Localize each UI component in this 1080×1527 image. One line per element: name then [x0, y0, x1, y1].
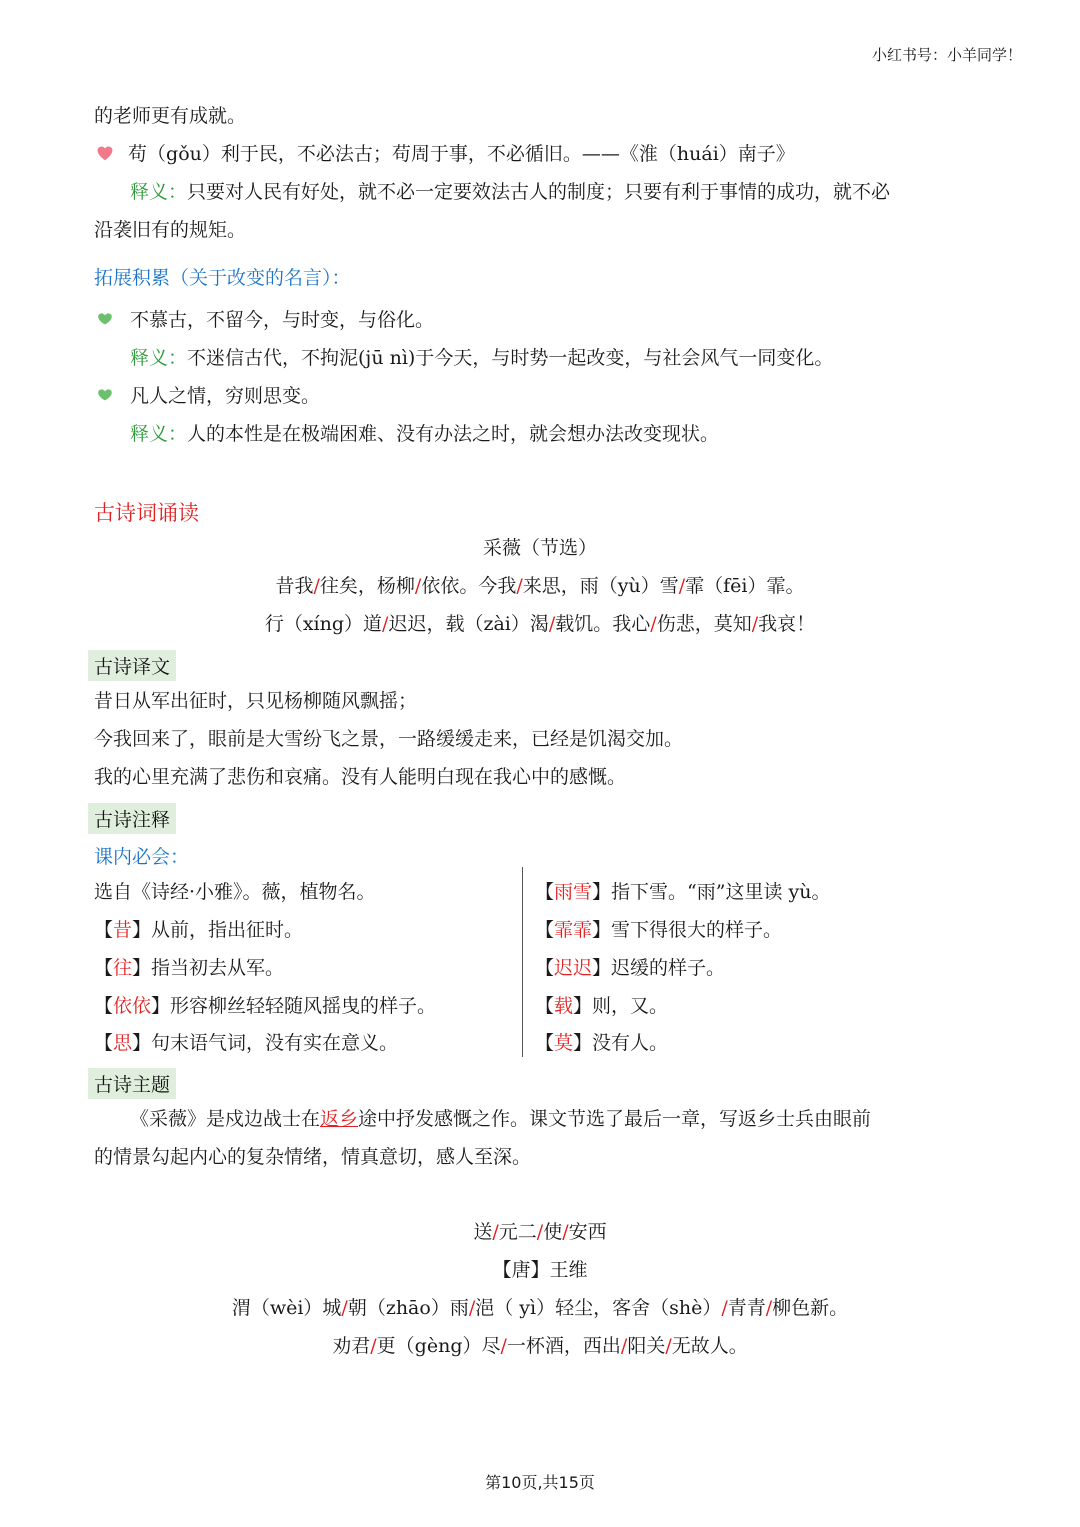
pause-mark: /: [492, 1221, 499, 1243]
poem-author: 【唐】王维: [492, 1259, 588, 1281]
poem-segment: 载饥。我心: [555, 613, 651, 635]
pause-mark: /: [468, 1297, 476, 1319]
bracket: 】: [151, 995, 171, 1017]
note-item: [535, 918, 782, 942]
note-item: [535, 880, 831, 904]
quote-text: 凡人之情，穷则思变。: [130, 385, 321, 407]
pause-mark: /: [678, 575, 686, 597]
heart-icon: [94, 144, 116, 162]
note-term: 雨雪: [554, 881, 593, 903]
poem-segment: 劝君: [332, 1335, 371, 1357]
poem-segment: 送: [473, 1221, 493, 1243]
note-term: 莫: [554, 1032, 574, 1054]
pause-mark: /: [665, 1335, 672, 1357]
bracket: 】: [592, 881, 612, 903]
bracket: 【: [535, 881, 555, 903]
translation-line: 今我回来了，眼前是大雪纷飞之景，一路缓缓走来，已经是饥渴交加。: [94, 728, 684, 750]
theme-line: 的情景勾起内心的复杂情绪，情真意切，感人至深。: [94, 1146, 532, 1168]
quote-text: 苟（gǒu）利于民，不必法古；苟周于事，不必循旧。——《淮（huái）南子》: [128, 143, 795, 165]
explanation-label: 释义：: [130, 423, 188, 445]
note-item: [94, 918, 303, 942]
translation-line: 昔日从军出征时，只见杨柳随风飘摇；: [94, 690, 418, 712]
page-number: 第10页,共15页: [485, 1473, 595, 1492]
note-def: 迟缓的样子。: [611, 957, 726, 979]
poem-line: [0, 1334, 1080, 1358]
poem-segment: 霏（fēi）霏。: [685, 575, 805, 597]
explanation-line: [130, 346, 833, 370]
note-item: [94, 994, 436, 1018]
column-divider: [522, 867, 523, 1057]
note-def: 指下雪。“雨”这里读 yù。: [611, 881, 831, 903]
theme-tag: 古诗主题: [88, 1068, 176, 1099]
pause-mark: /: [516, 575, 523, 597]
bracket: 【: [94, 957, 114, 979]
text-line: 沿袭旧有的规矩。: [94, 219, 247, 241]
bracket: 】: [132, 1032, 152, 1054]
bracket: 】: [592, 919, 612, 941]
pause-mark: /: [382, 613, 389, 635]
note-def: 句末语气词，没有实在意义。: [151, 1032, 399, 1054]
explanation-text: 人的本性是在极端困难、没有办法之时，就会想办法改变现状。: [187, 423, 720, 445]
poem-segment: 元二: [498, 1221, 537, 1243]
bracket: 【: [535, 1032, 555, 1054]
note-term: 迟迟: [554, 957, 593, 979]
heart-icon: [94, 310, 116, 328]
bracket: 【: [535, 957, 555, 979]
note-term: 依依: [113, 995, 152, 1017]
bracket: 】: [132, 919, 152, 941]
poem-segment: 无故人。: [671, 1335, 748, 1357]
translation-line: 我的心里充满了悲伤和哀痛。没有人能明白现在我心中的感慨。: [94, 766, 627, 788]
poem-segment: 浥（ yì）轻尘，客舍（shè）: [475, 1297, 722, 1319]
poem-segment: 昔我: [275, 575, 314, 597]
explanation-label: 释义：: [130, 181, 188, 203]
poem-segment: 渭（wèi）城: [231, 1297, 342, 1319]
must-know-label: 课内必会：: [94, 846, 190, 868]
poem-segment: 青青: [727, 1297, 766, 1319]
pause-mark: /: [536, 1221, 544, 1243]
note-def: 从前，指出征时。: [151, 919, 304, 941]
bracket: 【: [535, 995, 555, 1017]
poem-segment: 伤悲，莫知: [656, 613, 752, 635]
note-item: [535, 956, 725, 980]
note-item: [94, 956, 284, 980]
pause-mark: /: [548, 613, 556, 635]
pause-mark: /: [313, 575, 320, 597]
poem-line: [0, 612, 1080, 636]
text-line: 的老师更有成就。: [94, 105, 247, 127]
pause-mark: /: [500, 1335, 507, 1357]
poem-segment: 迟迟，载（zài）渴: [388, 613, 549, 635]
bracket: 】: [132, 957, 152, 979]
quote-line: [94, 384, 320, 408]
bracket: 】: [573, 995, 593, 1017]
note-term: 思: [113, 1032, 133, 1054]
note-intro: 选自《诗经·小雅》。薇，植物名。: [94, 881, 376, 903]
pause-mark: /: [751, 613, 759, 635]
pause-mark: /: [370, 1335, 377, 1357]
poem-segment: 行（xíng）道: [264, 613, 383, 635]
poem-segment: 依依。今我: [421, 575, 517, 597]
quote-line: [94, 308, 434, 332]
theme-text: 途中抒发感慨之作。课文节选了最后一章，写返乡士兵由眼前: [358, 1108, 872, 1130]
poem-segment: 来思，雨（yù）雪: [522, 575, 679, 597]
poem-title: 采薇（节选）: [482, 537, 597, 559]
pause-mark: /: [341, 1297, 348, 1319]
poem-line: [0, 1296, 1080, 1320]
poem-segment: 我哀！: [758, 613, 816, 635]
note-item: [535, 1031, 668, 1055]
theme-text: 《采薇》是戍边战士在: [130, 1108, 321, 1130]
theme-keyword: 返乡: [320, 1108, 359, 1130]
poem-line: [0, 574, 1080, 598]
note-item: [94, 1031, 398, 1055]
bracket: 】: [573, 1032, 593, 1054]
note-def: 雪下得很大的样子。: [611, 919, 783, 941]
note-def: 没有人。: [592, 1032, 669, 1054]
explanation-line: [130, 180, 890, 204]
pause-mark: /: [765, 1297, 773, 1319]
pause-mark: /: [562, 1221, 569, 1243]
poem-segment: 柳色新。: [772, 1297, 849, 1319]
poem-segment: 阳关: [627, 1335, 666, 1357]
translation-tag: 古诗译文: [88, 650, 176, 681]
poem-segment: 更（gèng）尽: [376, 1335, 501, 1357]
heart-icon: [94, 386, 116, 404]
note-def: 形容柳丝轻轻随风摇曳的样子。: [170, 995, 437, 1017]
note-term: 载: [554, 995, 574, 1017]
bracket: 【: [94, 1032, 114, 1054]
note-def: 则，又。: [592, 995, 669, 1017]
explanation-text: 不迷信古代，不拘泥(jū nì)于今天，与时势一起改变，与社会风气一同变化。: [187, 347, 834, 369]
quote-text: 不慕古，不留今，与时变，与俗化。: [130, 309, 435, 331]
pause-mark: /: [650, 613, 657, 635]
bracket: 【: [94, 995, 114, 1017]
explanation-line: [130, 422, 719, 446]
explanation-text: 只要对人民有好处，就不必一定要效法古人的制度；只要有利于事情的成功，就不必: [187, 181, 891, 203]
note-term: 昔: [113, 919, 133, 941]
theme-line: [130, 1107, 871, 1131]
bracket: 【: [535, 919, 555, 941]
note-def: 指当初去从军。: [151, 957, 285, 979]
note-item: [535, 994, 668, 1018]
bracket: 】: [592, 957, 612, 979]
poem-segment: 一杯酒，西出: [506, 1335, 621, 1357]
notes-tag: 古诗注释: [88, 803, 176, 834]
pause-mark: /: [414, 575, 422, 597]
poem-segment: 使: [543, 1221, 563, 1243]
pause-mark: /: [620, 1335, 628, 1357]
poem-segment: 朝（zhāo）雨: [347, 1297, 469, 1319]
poem-segment: 安西: [568, 1221, 607, 1243]
poem-segment: 往矣，杨柳: [319, 575, 415, 597]
explanation-label: 释义：: [130, 347, 188, 369]
note-term: 霏霏: [554, 919, 593, 941]
bracket: 【: [94, 919, 114, 941]
quote-line: [94, 142, 795, 166]
account-label: 小红书号：小羊同学！: [871, 46, 1022, 64]
note-term: 往: [113, 957, 133, 979]
poem-title: [0, 1220, 1080, 1244]
pause-mark: /: [721, 1297, 728, 1319]
section-title: 古诗词诵读: [94, 501, 199, 525]
extension-title: 拓展积累（关于改变的名言）：: [94, 267, 351, 289]
